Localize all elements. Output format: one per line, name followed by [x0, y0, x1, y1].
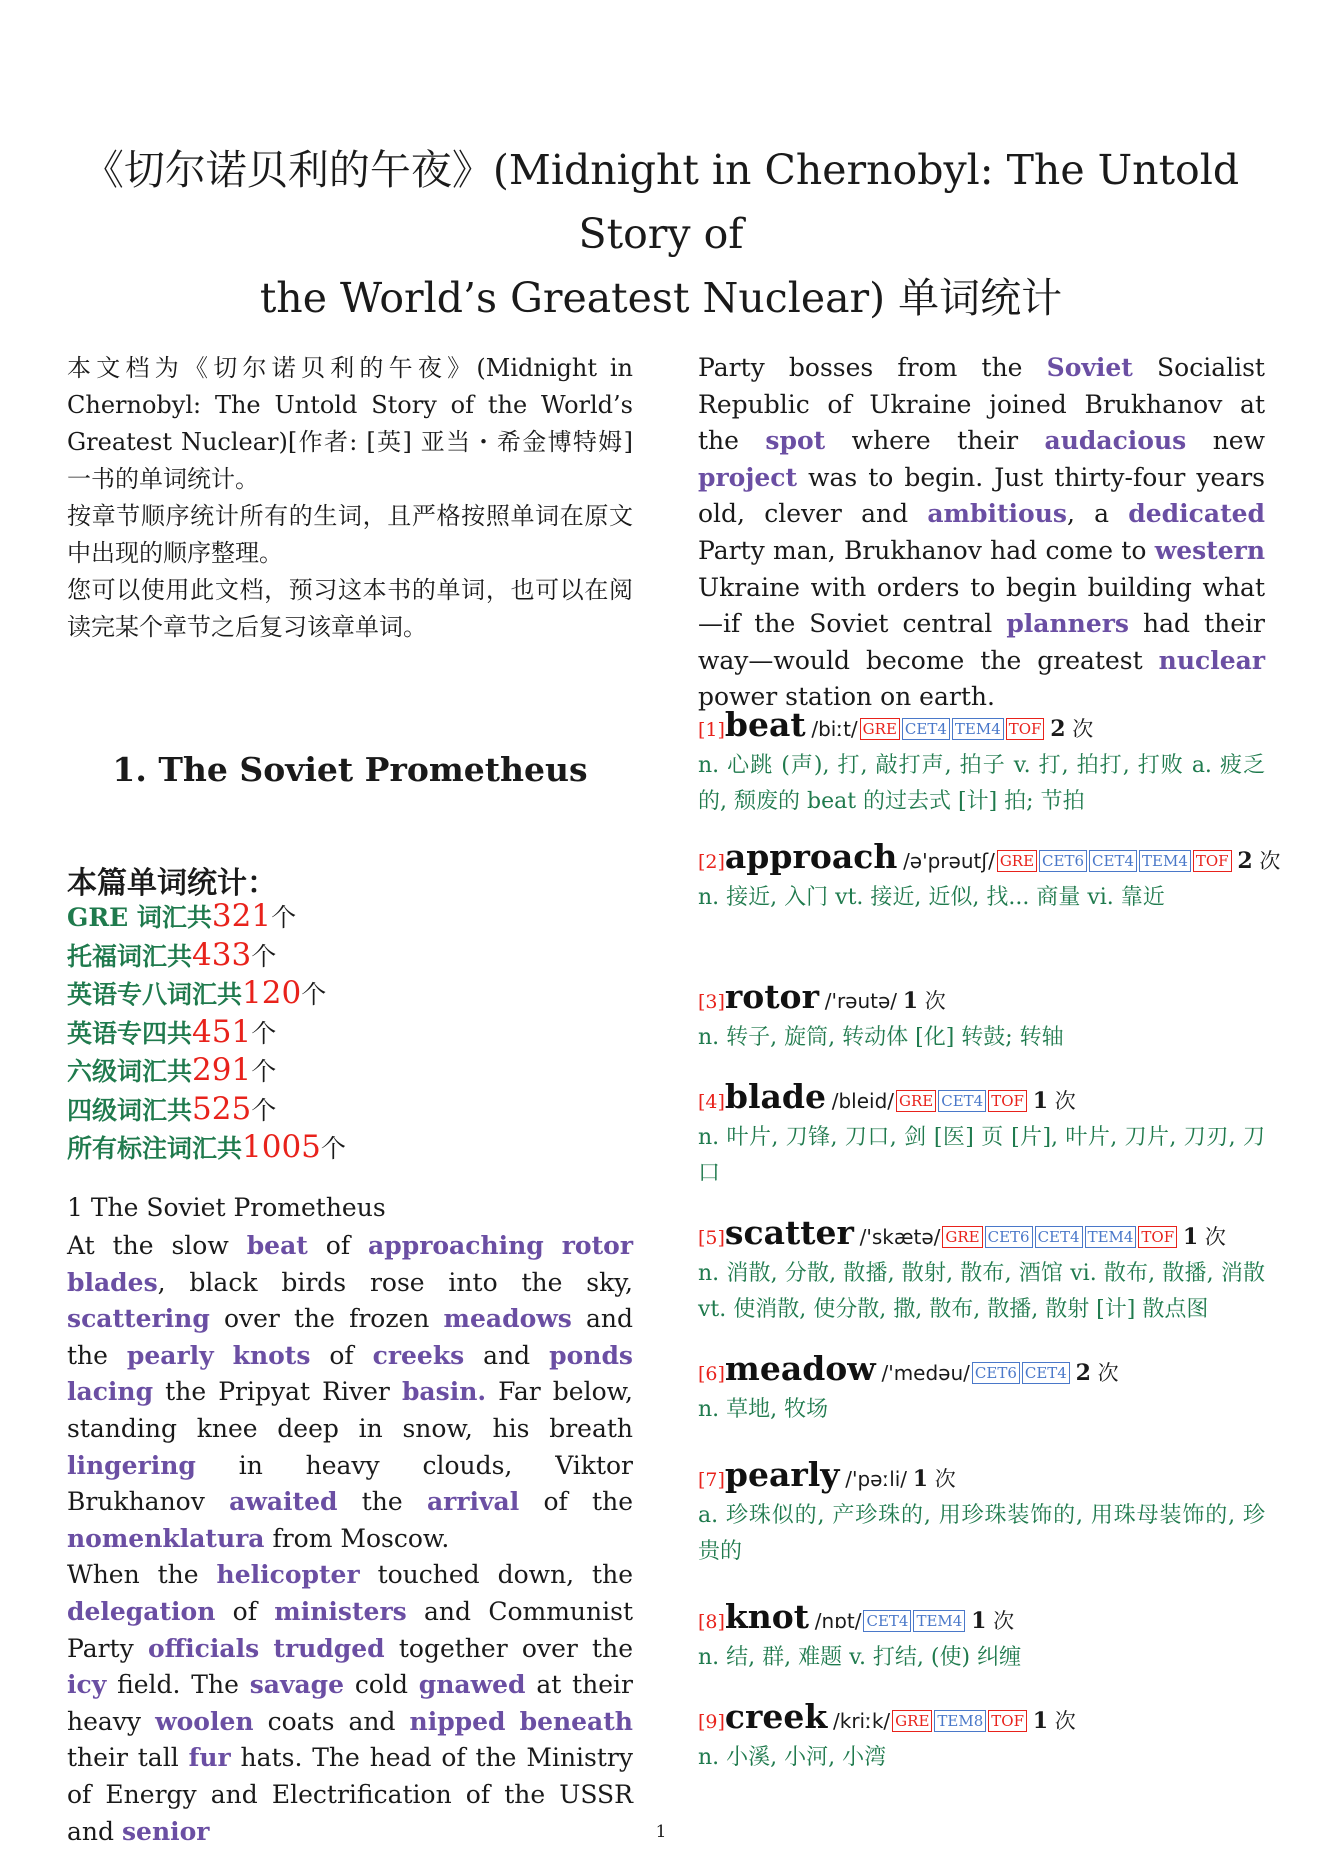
vocab-word[interactable]: officials [147, 1633, 260, 1663]
entry-phonetic: /nɒt/ [814, 1609, 862, 1633]
stat-label: 六级词汇共 [67, 1057, 193, 1086]
entry-count: 1 次 [912, 1466, 956, 1492]
stat-gre [67, 898, 346, 937]
entry-index: [9] [698, 1711, 725, 1733]
text-run: cold [344, 1670, 419, 1700]
vocab-word[interactable]: woolen [155, 1706, 254, 1736]
entry-head [698, 1349, 1265, 1392]
entry-index: [8] [698, 1611, 725, 1633]
stat-count: 120 [242, 975, 302, 1011]
text-run: Far below, standing knee deep in snow, his breath [67, 1377, 633, 1443]
entry-word[interactable]: knot [724, 1597, 810, 1636]
title-line-2: the World’s Greatest Nuclear) 单词统计 [259, 274, 1063, 322]
vocab-word[interactable]: basin. [401, 1377, 487, 1407]
exam-tag-badge: CET6 [985, 1226, 1033, 1248]
word-entry [698, 837, 1281, 916]
stat-tem4 [67, 1014, 346, 1053]
text-run: over the frozen [209, 1304, 444, 1334]
entry-phonetic: /'skætə/ [859, 1225, 941, 1249]
intro-paragraph: 本文档为《切尔诺贝利的午夜》(Midnight in Chernobyl: The Untold Story of the World’s Greatest Nuclear)[作者: [英] 亚当・希金博特姆]一书的单词统计。 [67, 354, 633, 493]
text-paragraph [67, 1557, 633, 1850]
entry-index: [1] [698, 719, 725, 741]
exam-tag-badge: TEM4 [952, 718, 1004, 740]
vocab-word[interactable]: Soviet [1046, 353, 1133, 382]
chapter-text-left [67, 1228, 633, 1850]
entry-phonetic: /bleid/ [831, 1089, 895, 1113]
text-run: new [1186, 426, 1265, 456]
stat-total [67, 1129, 346, 1168]
text-run: of [310, 1340, 373, 1370]
vocab-word[interactable]: ministers [274, 1596, 407, 1626]
vocab-word[interactable]: nipped [409, 1706, 506, 1736]
text-run: field. The [106, 1670, 250, 1700]
word-entry [698, 1455, 1265, 1570]
vocab-word[interactable]: senior [121, 1816, 210, 1846]
text-run: Party man, Brukhanov had come to [698, 535, 1155, 565]
vocab-word[interactable]: beneath [519, 1706, 633, 1736]
vocab-word[interactable]: nuclear [1158, 645, 1265, 675]
vocab-word[interactable]: savage [249, 1670, 345, 1700]
exam-tag-badge: TOF [1006, 718, 1045, 740]
exam-tag-badge: CET4 [1089, 850, 1137, 872]
text-run: had their way—would become the greatest [698, 609, 1265, 675]
intro [67, 350, 633, 646]
text-run: together over the [384, 1633, 633, 1663]
exam-tag-badge: TEM4 [1139, 850, 1191, 872]
vocab-word[interactable]: arrival [426, 1487, 520, 1517]
vocab-word[interactable]: fur [188, 1743, 231, 1773]
entry-definition: n. 结, 群, 难题 v. 打结, (使) 纠缠 [698, 1645, 1022, 1670]
chapter-text-right [698, 350, 1265, 716]
vocab-word[interactable]: scattering [67, 1304, 210, 1334]
text-run: their tall [67, 1743, 189, 1773]
text-run: and the [67, 1304, 633, 1370]
exam-tag-badge: GRE [896, 1090, 936, 1112]
vocab-word[interactable]: nomenklatura [67, 1523, 265, 1553]
text-run: of [215, 1596, 275, 1626]
entry-head [698, 1077, 1265, 1120]
vocab-word[interactable]: ponds [549, 1340, 634, 1370]
text-run: the [337, 1487, 427, 1517]
text-run: and [464, 1340, 550, 1370]
entry-count: 1 次 [971, 1608, 1015, 1634]
exam-tag-badge: CET4 [1035, 1226, 1083, 1248]
entry-phonetic: /'rəutə/ [824, 989, 898, 1013]
vocab-word[interactable]: lacing [67, 1377, 154, 1407]
exam-tag-badge: CET4 [863, 1610, 911, 1632]
entry-definition: n. 接近, 入门 vt. 接近, 近似, 找... 商量 vi. 靠近 [698, 885, 1165, 910]
text-run: of [307, 1231, 369, 1260]
vocab-word[interactable]: awaited [229, 1487, 338, 1517]
entry-head [698, 1455, 1265, 1498]
vocab-word[interactable]: knots [232, 1340, 311, 1370]
word-entry [698, 1349, 1265, 1428]
exam-tag-badge: TEM8 [934, 1710, 986, 1732]
entry-count: 2 次 [1237, 848, 1281, 874]
entry-phonetic: /biːt/ [811, 717, 858, 741]
entry-head [698, 977, 1265, 1020]
entry-head [698, 705, 1265, 748]
text-run [544, 1231, 562, 1260]
entry-head [698, 1697, 1265, 1740]
vocab-word[interactable]: approaching [368, 1231, 544, 1260]
document-title [60, 138, 1262, 330]
entry-count: 1 次 [1032, 1088, 1076, 1114]
entry-count: 1 次 [902, 988, 946, 1014]
text-run: hats. The head of the Ministry of Energy and Electrification of the USSR and [67, 1743, 633, 1846]
entry-count: 2 次 [1075, 1360, 1119, 1386]
stat-toefl [67, 937, 346, 976]
vocab-word[interactable]: pearly [126, 1340, 214, 1370]
text-run: and Communist Party [67, 1596, 633, 1663]
exam-tag-badge: GRE [997, 850, 1037, 872]
chapter-heading: 1. The Soviet Prometheus [112, 750, 588, 789]
stat-cet6 [67, 1052, 346, 1091]
text-run: at their heavy [67, 1670, 634, 1736]
entry-word[interactable]: scatter [724, 1213, 854, 1252]
stat-unit: 个 [301, 980, 327, 1009]
text-run: in heavy clouds, Viktor Brukhanov [67, 1450, 633, 1517]
vocab-stats [67, 898, 346, 1168]
stat-unit: 个 [320, 1134, 346, 1163]
entry-index: [4] [698, 1091, 725, 1113]
entry-head [698, 1597, 1265, 1640]
stat-label: 四级词汇共 [67, 1095, 193, 1125]
entry-index: [6] [698, 1363, 725, 1385]
entry-word[interactable]: pearly [724, 1455, 840, 1494]
vocab-word[interactable]: creeks [372, 1340, 465, 1370]
stat-label: 英语专四共 [67, 1018, 193, 1048]
entry-word[interactable]: beat [724, 705, 806, 744]
text-run: , black birds rose into the sky, [157, 1267, 633, 1297]
entry-definition: n. 转子, 旋筒, 转动体 [化] 转鼓; 转轴 [698, 1025, 1064, 1050]
text-run: When the [67, 1560, 217, 1590]
exam-tag-badge: CET6 [972, 1362, 1020, 1384]
vocab-word[interactable]: dedicated [1128, 499, 1265, 529]
stat-unit: 个 [251, 1018, 277, 1048]
entry-definition: n. 叶片, 刀锋, 刀口, 剑 [医] 页 [片], 叶片, 刀片, 刀刃, 刀口 [698, 1125, 1265, 1186]
word-entry [698, 977, 1265, 1056]
stat-unit: 个 [271, 903, 297, 932]
exam-tag-badge: TOF [1193, 850, 1232, 872]
stat-count: 321 [211, 898, 272, 934]
vocab-word[interactable]: helicopter [216, 1560, 360, 1590]
exam-tag-badge: GRE [892, 1710, 932, 1732]
vocab-word[interactable]: gnawed [418, 1670, 526, 1700]
entry-index: [2] [698, 851, 725, 873]
stat-label: 所有标注词汇共 [67, 1134, 243, 1163]
word-entry [698, 1697, 1265, 1776]
exam-tag-badge: TEM4 [1085, 1226, 1137, 1248]
entry-index: [3] [698, 991, 725, 1013]
stat-count: 451 [192, 1013, 252, 1050]
entry-definition: n. 消散, 分散, 散播, 散射, 散布, 酒馆 vi. 散布, 散播, 消散 vt. 使消散, 使分散, 撒, 散布, 散播, 散射 [计] 散点图 [698, 1261, 1265, 1322]
stat-label: 英语专八词汇共 [67, 980, 243, 1009]
entry-word[interactable]: creek [724, 1697, 828, 1736]
text-run: Socialist Republic of Ukraine joined Brukhanov at the [698, 353, 1265, 456]
text-run: from Moscow. [264, 1523, 450, 1553]
page-number: 1 [655, 1822, 667, 1842]
text-run [506, 1707, 520, 1736]
intro-paragraph: 按章节顺序统计所有的生词，且严格按照单词在原文中出现的顺序整理。 [67, 502, 633, 567]
vocab-word[interactable]: icy [67, 1670, 107, 1700]
entry-definition: n. 小溪, 小河, 小湾 [698, 1745, 887, 1770]
text-paragraph [67, 1228, 633, 1557]
stat-count: 291 [192, 1052, 252, 1088]
vocab-word[interactable]: western [1154, 535, 1265, 565]
entry-phonetic: /'medəu/ [881, 1361, 970, 1385]
vocab-word[interactable]: ambitious [927, 499, 1067, 529]
vocab-word[interactable]: beat [246, 1231, 308, 1260]
stat-unit: 个 [251, 1095, 277, 1125]
word-entry [698, 1213, 1265, 1328]
chapter-subtitle: 1 The Soviet Prometheus [67, 1193, 386, 1222]
entry-word[interactable]: blade [724, 1077, 826, 1116]
stat-count: 1005 [242, 1129, 321, 1165]
text-run: , a [1066, 499, 1129, 529]
vocab-word[interactable]: planners [1006, 609, 1129, 639]
entry-definition: n. 心跳 (声), 打, 敲打声, 拍子 v. 打, 拍打, 打败 a. 疲乏的, 颓废的 beat 的过去式 [计] 拍; 节拍 [698, 753, 1265, 814]
vocab-word[interactable]: delegation [67, 1596, 216, 1626]
vocab-word[interactable]: rotor [561, 1231, 633, 1260]
exam-tag-badge: CET6 [1039, 850, 1087, 872]
text-run: was to begin. Just thirty-four years old, clever and [698, 462, 1265, 529]
text-run: where their [825, 426, 1045, 456]
stat-unit: 个 [251, 1057, 277, 1086]
entry-index: [7] [698, 1469, 725, 1491]
vocab-word[interactable]: trudged [273, 1633, 385, 1663]
entry-phonetic: /'pəːli/ [845, 1467, 908, 1491]
exam-tag-badge: CET4 [938, 1090, 986, 1112]
exam-tag-badge: TOF [1138, 1226, 1177, 1248]
exam-tag-badge: CET4 [1022, 1362, 1070, 1384]
text-run: touched down, the [359, 1560, 633, 1590]
exam-tag-badge: GRE [860, 718, 900, 740]
entry-definition: n. 草地, 牧场 [698, 1397, 829, 1422]
text-run: At the slow [67, 1231, 247, 1260]
entry-count: 1 次 [1032, 1708, 1076, 1734]
exam-tag-badge: TOF [988, 1710, 1027, 1732]
vocab-word[interactable]: blades [67, 1267, 158, 1297]
entry-count: 1 次 [1182, 1224, 1226, 1250]
vocab-word[interactable]: audacious [1044, 426, 1187, 456]
intro-paragraph: 您可以使用此文档，预习这本书的单词，也可以在阅读完某个章节之后复习该章单词。 [67, 576, 633, 641]
exam-tag-badge: TEM4 [913, 1610, 965, 1632]
entry-phonetic: /ə'prəutʃ/ [903, 849, 995, 873]
entry-count: 2 次 [1050, 716, 1094, 742]
vocab-word[interactable]: project [698, 462, 798, 492]
entry-phonetic: /kriːk/ [833, 1709, 891, 1733]
stat-cet4 [67, 1091, 346, 1130]
stat-label: GRE 词汇共 [67, 903, 212, 932]
word-entry [698, 1597, 1265, 1676]
text-run: Ukraine with orders to begin building what—if the Soviet central [698, 572, 1265, 639]
entry-head [698, 837, 1281, 880]
text-run: of the [519, 1487, 633, 1517]
text-run: power station on earth. [698, 682, 995, 712]
stat-count: 433 [192, 936, 252, 973]
entry-word[interactable]: approach [724, 837, 898, 876]
entry-word[interactable]: rotor [724, 977, 819, 1016]
exam-tag-badge: CET4 [902, 718, 950, 740]
text-run: Party bosses from the [698, 353, 1047, 382]
stats-heading: 本篇单词统计： [67, 866, 277, 901]
text-run [214, 1341, 233, 1370]
entry-definition: a. 珍珠似的, 产珍珠的, 用珍珠装饰的, 用珠母装饰的, 珍贵的 [698, 1503, 1265, 1564]
word-entry [698, 705, 1265, 820]
text-paragraph [698, 350, 1265, 716]
stat-count: 525 [192, 1090, 252, 1127]
word-entry [698, 1077, 1265, 1192]
stat-tem8 [67, 975, 346, 1014]
exam-tag-badge: GRE [942, 1226, 982, 1248]
vocab-word[interactable]: lingering [67, 1450, 196, 1480]
stat-unit: 个 [251, 941, 277, 971]
exam-tag-badge: TOF [988, 1090, 1027, 1112]
text-run: coats and [253, 1706, 410, 1736]
vocab-word[interactable]: meadows [443, 1304, 572, 1334]
text-run [259, 1634, 273, 1663]
text-run: the Pripyat River [153, 1377, 402, 1407]
entry-index: [5] [698, 1227, 725, 1249]
title-line-1: 《切尔诺贝利的午夜》(Midnight in Chernobyl: The Untold Story of [82, 146, 1240, 258]
stat-label: 托福词汇共 [67, 941, 193, 971]
vocab-word[interactable]: spot [765, 426, 826, 456]
entry-word[interactable]: meadow [724, 1349, 876, 1388]
entry-head [698, 1213, 1265, 1256]
